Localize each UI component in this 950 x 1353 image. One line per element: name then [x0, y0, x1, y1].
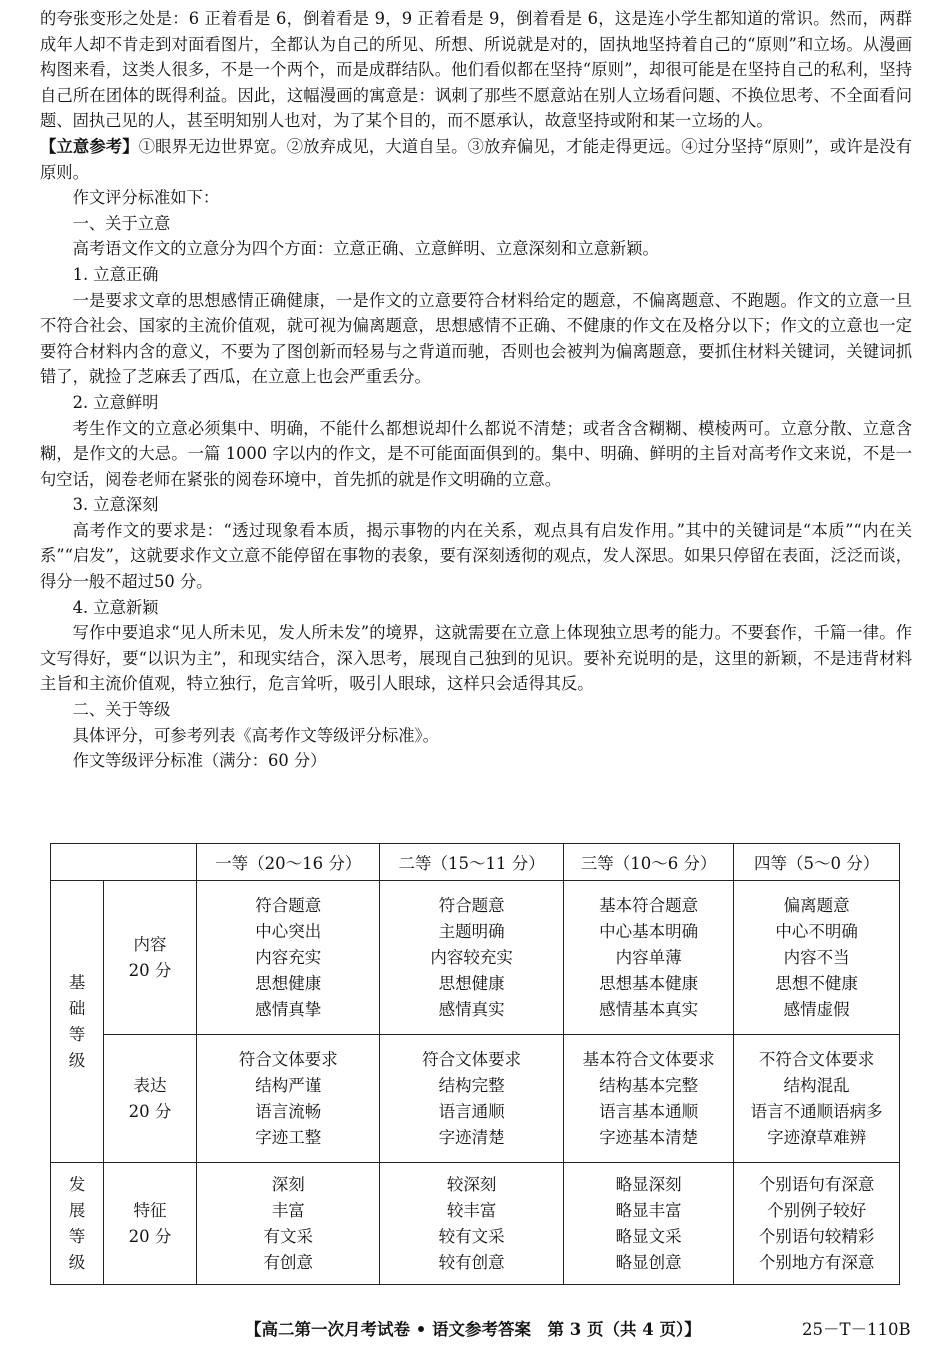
table-cell: 不符合文体要求 结构混乱 语言不通顺语病多 字迹潦草难辨 [734, 1035, 900, 1163]
paragraph-5: 高考语文作文的立意分为四个方面：立意正确、立意鲜明、立意深刻和立意新颖。 [72, 239, 659, 259]
subheading-correct: 1. 立意正确 [72, 264, 159, 284]
group-label-development: 发 展 等 级 [51, 1163, 104, 1285]
table-cell: 符合题意 中心突出 内容充实 思想健康 感情真挚 [197, 881, 380, 1035]
footer-exam-code: 25－T－110B [802, 1320, 911, 1339]
table-cell: 个别语句有深意 个别例子较好 个别语句较精彩 个别地方有深意 [734, 1163, 900, 1285]
answer-text [40, 6, 912, 774]
paragraph-11: 高考作文的要求是：“透过现象看本质，揭示事物的内在关系，观点具有启发作用。”其中的关键词是“本质”“内在关系”“启发”，这就要求作文立意不能停留在事物的表象，要有深刻透彻的观点，发人深思。如果只停留在表面，泛泛而谈，得分一般不超过50 分。 [40, 520, 912, 592]
paragraph-13: 写作中要追求“见人所未见，发人所未发”的境界，这就需要在立意上体现独立思考的能力。不要套作，千篇一律。作文写得好，要“以识为主”，和现实结合，深入思考，展现自己独到的见识。要补充说明的是，这里的新颖，不是违背材料主旨和主流价值观，特立独行，危言耸听，吸引人眼球，这样只会适得其反。 [40, 623, 912, 694]
table-cell: 略显深刻 略显丰富 略显文采 略显创意 [563, 1163, 733, 1285]
header-grade-3: 三等（10～6 分） [563, 844, 733, 881]
row-label-expression: 表达 20 分 [104, 1035, 197, 1163]
grading-table [50, 843, 900, 1285]
row-label-content: 内容 20 分 [104, 881, 197, 1035]
table-cell: 偏离题意 中心不明确 内容不当 思想不健康 感情虚假 [734, 881, 900, 1035]
table-caption: 作文等级评分标准（满分：60 分） [72, 751, 327, 771]
table-cell: 基本符合文体要求 结构基本完整 语言基本通顺 字迹基本清楚 [563, 1035, 733, 1163]
group-label-basic: 基 础 等 级 [51, 881, 104, 1163]
theme-reference-text: ①眼界无边世界宽。②放弃成见，大道自呈。③放弃偏见，才能走得更远。④过分坚持“原则”，或许是没有原则。 [40, 136, 912, 182]
table-cell: 较深刻 较丰富 较有文采 较有创意 [380, 1163, 563, 1285]
table-header-row [51, 844, 900, 881]
table-cell: 符合文体要求 结构严谨 语言流畅 字迹工整 [197, 1035, 380, 1163]
table-row-feature [51, 1163, 900, 1285]
theme-reference-tag: 【立意参考】 [40, 136, 139, 156]
table-cell: 符合题意 主题明确 内容较充实 思想健康 感情真实 [380, 881, 563, 1035]
table-cell: 符合文体要求 结构完整 语言通顺 字迹清楚 [380, 1035, 563, 1163]
section-heading-grade: 二、关于等级 [72, 700, 171, 720]
subheading-clear: 2. 立意鲜明 [72, 392, 159, 412]
paragraph-theme-reference [40, 134, 912, 185]
table-corner-cell [51, 844, 197, 881]
row-label-feature: 特征 20 分 [104, 1163, 197, 1285]
paragraph-1: 的夸张变形之处是：6 正着看是 6，倒着看是 9，9 正着看是 9，倒着看是 6，这是连小学生都知道的常识。然而，两群成年人却不肯走到对面看图片，全都认为自己的所见、所想、所说就是对的，固执地坚持着自己的“原则”和立场。从漫画构图来看，这类人很多，不是一个两个，而是成群结队。他们看似都在坚持“原则”，却很可能是在坚持自己的私利，坚持自己所在团体的既得利益。因此，这幅漫画的寓意是：讽刺了那些不愿意站在别人立场看问题、不换位思考、不全面看问题、固执己见的人，甚至明知别人也对，为了某个目的，而不愿承认，故意坚持或附和某一立场的人。 [40, 9, 912, 131]
footer-page-info: 【高二第一次月考试卷 • 语文参考答案 第 3 页（共 4 页）】 [245, 1320, 701, 1339]
paragraph-9: 考生作文的立意必须集中、明确，不能什么都想说却什么都说不清楚；或者含含糊糊、模棱两可。立意分散、立意含糊，是作文的大忌。一篇 1000 字以内的作文，是不可能面面俱到的。集中、明确、鲜明的主旨对高考作文来说，不是一句空话，阅卷老师在紧张的阅卷环境中，首先抓的就是作文明确的立意。 [40, 418, 912, 489]
table-row-content [51, 881, 900, 1035]
paragraph-15: 具体评分，可参考列表《高考作文等级评分标准》。 [72, 725, 439, 745]
paragraph-3: 作文评分标准如下： [72, 188, 220, 208]
table-cell: 基本符合题意 中心基本明确 内容单薄 思想基本健康 感情基本真实 [563, 881, 733, 1035]
table-cell: 深刻 丰富 有文采 有创意 [197, 1163, 380, 1285]
subheading-novel: 4. 立意新颖 [72, 597, 159, 617]
subheading-deep: 3. 立意深刻 [72, 495, 159, 515]
section-heading-theme: 一、关于立意 [72, 213, 171, 233]
header-grade-1: 一等（20～16 分） [197, 844, 380, 881]
header-grade-4: 四等（5～0 分） [734, 844, 900, 881]
table-row-expression [51, 1035, 900, 1163]
header-grade-2: 二等（15～11 分） [380, 844, 563, 881]
paragraph-7: 一是要求文章的思想感情正确健康，一是作文的立意要符合材料给定的题意，不偏离题意、不跑题。作文的立意一旦不符合社会、国家的主流价值观，就可视为偏离题意，思想感情不正确、不健康的作文在及格分以下；作文的立意也一定要符合材料内含的意义，不要为了图创新而轻易与之背道而驰，否则也会被判为偏离题意，要抓住材料关键词，关键词抓错了，就捡了芝麻丢了西瓜，在立意上也会严重丢分。 [40, 290, 912, 387]
